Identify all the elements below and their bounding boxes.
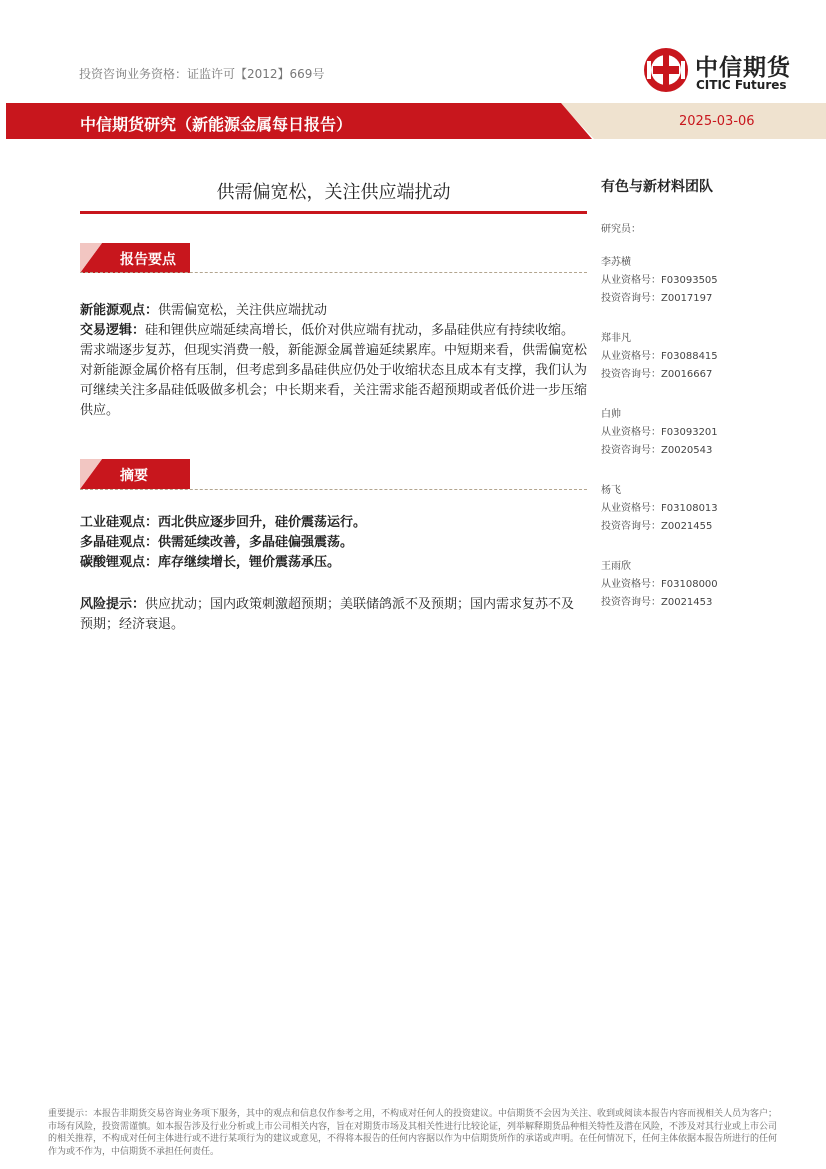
risk-label: 风险提示： [80, 597, 146, 612]
analyst-practice-id: 从业资格号：F03108013 [601, 503, 718, 514]
brand-logo [643, 47, 803, 97]
summary-text: 库存继续增长，锂价震荡承压。 [158, 555, 341, 570]
analyst-consult-id: 投资咨询号：Z0021455 [601, 521, 713, 532]
researcher-label: 研究员： [601, 224, 641, 235]
key-points-tag [80, 243, 190, 273]
risk-text: 供应扰动；国内政策刺激超预期；美联储鸽派不及预期；国内需求复苏不及预期；经济衰退。 [80, 597, 575, 632]
title-divider [80, 211, 587, 214]
logo-english-name: CITIC Futures [696, 78, 787, 92]
disclaimer-footer: 重要提示：本报告非期货交易咨询业务项下服务，其中的观点和信息仅作参考之用，不构成对任何人的投资建议。中信期货不会因为关注、收到或阅读本报告内容而视相关人员为客户；市场有风险，投资需谨慎。如本报告涉及行业分析或上市公司相关内容，旨在对期货市场及其相关性进行比较论证，列举解释期货品种相关特性及潜在风险，不涉及对其行业或上市公司的相关推荐，不构成对任何主体进行或不进行某项行为的建议或意见，不得将本报告的任何内容据以作为中信期货所作的承诺或声明。在任何情况下，任何主体依据本报告所进行的任何作为或不作为，中信期货不承担任何责任。 [48, 1109, 778, 1157]
tag-fold [80, 243, 102, 273]
view-label: 新能源观点： [80, 303, 159, 318]
summary-label: 多晶硅观点： [80, 535, 159, 550]
summary-divider [80, 489, 587, 490]
summary-tag [80, 459, 190, 489]
analyst-card [601, 557, 801, 613]
summary-label: 碳酸锂观点： [80, 555, 159, 570]
logo-chinese-name: 中信期货 [695, 55, 791, 81]
license-text: 投资咨询业务资格：证监许可【2012】669号 [79, 67, 325, 81]
report-title: 供需偏宽松，关注供应端扰动 [216, 182, 451, 203]
analyst-name: 王雨欣 [601, 561, 631, 572]
summary-text: 供需延续改善，多晶硅偏强震荡。 [158, 535, 354, 550]
analyst-name: 郑非凡 [601, 333, 631, 344]
report-banner [0, 103, 826, 139]
key-points-divider [80, 272, 587, 273]
analyst-practice-id: 从业资格号：F03093505 [601, 275, 718, 286]
summary-label: 工业硅观点： [80, 515, 159, 530]
team-name: 有色与新材料团队 [601, 179, 713, 195]
analyst-card [601, 405, 801, 461]
analyst-card [601, 329, 801, 385]
analyst-sidebar [601, 176, 801, 608]
analyst-name: 白帅 [601, 409, 621, 420]
analyst-consult-id: 投资咨询号：Z0020543 [601, 445, 713, 456]
report-date: 2025-03-06 [679, 114, 755, 129]
risk-warning [80, 595, 587, 635]
citic-logo-icon [643, 47, 689, 93]
analyst-practice-id: 从业资格号：F03108000 [601, 579, 718, 590]
summary-body [80, 513, 587, 573]
view-text: 供需偏宽松，关注供应端扰动 [158, 303, 328, 318]
analyst-consult-id: 投资咨询号：Z0016667 [601, 369, 713, 380]
new-energy-view [80, 301, 587, 321]
analyst-consult-id: 投资咨询号：Z0017197 [601, 293, 713, 304]
analyst-practice-id: 从业资格号：F03088415 [601, 351, 718, 362]
key-points-tag-label: 报告要点 [120, 252, 176, 268]
summary-item-lithium [80, 553, 587, 573]
analyst-name: 杨飞 [601, 485, 621, 496]
banner-title: 中信期货研究（新能源金属每日报告） [80, 115, 353, 134]
key-points-body [80, 301, 587, 421]
analyst-card [601, 253, 801, 309]
summary-item-silicon [80, 513, 587, 533]
summary-text: 西北供应逐步回升，硅价震荡运行。 [158, 515, 367, 530]
summary-item-polysilicon [80, 533, 587, 553]
analyst-card [601, 481, 801, 537]
tag-fold [80, 459, 102, 489]
summary-tag-label: 摘要 [120, 468, 148, 484]
logic-text: 硅和锂供应端延续高增长，低价对供应端有扰动，多晶硅供应有持续收缩。需求端逐步复苏，但现实消费一般，新能源金属普遍延续累库。中短期来看，供需偏宽松对新能源金属价格有压制，但考虑到多晶硅供应仍处于收缩状态且成本有支撑，我们认为可继续关注多晶硅低吸做多机会；中长期来看，关注需求能否超预期或者低价进一步压缩供应。 [80, 323, 588, 418]
analyst-consult-id: 投资咨询号：Z0021453 [601, 597, 713, 608]
logic-label: 交易逻辑： [80, 323, 146, 338]
analyst-practice-id: 从业资格号：F03093201 [601, 427, 718, 438]
analyst-name: 李苏横 [601, 257, 631, 268]
trading-logic [80, 321, 587, 421]
